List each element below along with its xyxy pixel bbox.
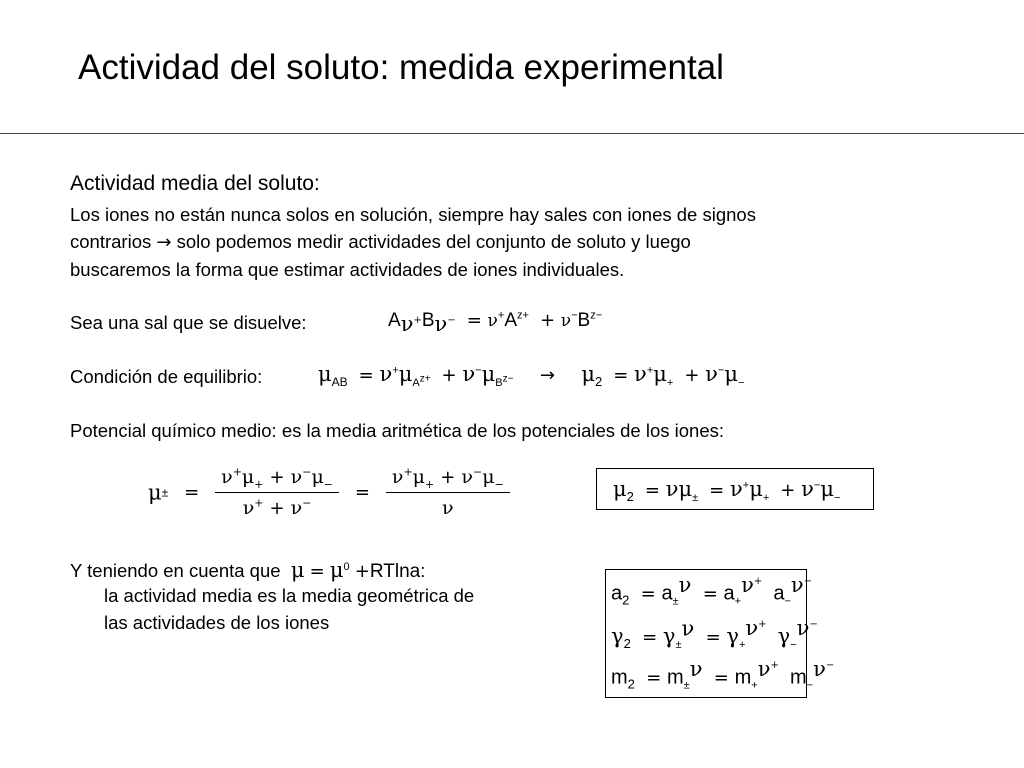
page-title: Actividad del soluto: medida experimental [78, 48, 724, 87]
activity-intro-colon: : [420, 560, 426, 581]
mean-potential-box [596, 468, 874, 510]
equilibrium-label: Condición de equilibrio: [70, 366, 263, 387]
intro-line-2 [70, 228, 950, 256]
activity-equation: $a_2 = a_\pm^\nu = a_+^{\nu^+}$ $a_-^{\nu^-}$ [611, 573, 813, 608]
implies-arrow-icon: → [539, 365, 555, 386]
right-arrow-icon: → [156, 232, 172, 253]
intro-line-3: buscaremos la forma que estimar actividades de iones individuales. [70, 259, 625, 280]
activity-intro: Y teniendo en cuenta que $\mu = \mu^0 +RTlna$: [70, 558, 426, 582]
title-divider [0, 133, 1024, 134]
activity-coefficient-equation: $\gamma_2 = \gamma_\pm^\nu = \gamma_+^{\nu^+}$ $\gamma_-^{\nu^-}$ [611, 616, 818, 651]
salt-label: Sea una sal que se disuelve: [70, 312, 307, 333]
molality-equation: $m_2 = m_\pm^\nu = m_+^{\nu^+}$ $m_-^{\nu^-}$ [611, 657, 835, 692]
intro-line-2-start: contrarios [70, 231, 152, 252]
intro-line-2-end: solo podemos medir actividades del conjunto de soluto y luego [176, 231, 691, 252]
mean-potential-equation: μ± = $\frac{\nu^+\mu_+ + \nu^-\mu_-}{\nu^+ + \nu^-}$ = $\frac{\nu^+\mu_+ + \nu^-\mu_-}{\nu}$ [148, 466, 510, 519]
mean-potential-boxed-equation: $\mu_2 = \nu\mu_\pm = \nu^+\mu_+ + \nu^-\mu_-$ [613, 477, 841, 504]
mean-potential-label: Potencial químico medio: es la media aritmética de los potenciales de los iones: [70, 420, 725, 441]
geometric-mean-line-2: las actividades de los iones [104, 612, 330, 633]
section-heading: Actividad media del soluto: [70, 172, 320, 195]
intro-paragraph [70, 201, 950, 283]
activity-intro-text: Y teniendo en cuenta que [70, 560, 281, 581]
equilibrium-equation: $\mu_{AB} = \nu^+\mu_{A^{z+}} + \nu^-\mu_{B^{z-}}$ → $\mu_2 = \nu^+\mu_+ + \nu^-\mu_-$ [318, 362, 745, 389]
intro-line-1: Los iones no están nunca solos en solución, siempre hay sales con iones de signos [70, 204, 756, 225]
rtlna-term: RTlna [369, 561, 421, 582]
geometric-mean-box [605, 569, 835, 698]
geometric-mean-line-1: la actividad media es la media geométrica de [104, 585, 475, 606]
dissolution-equation: $A_{\nu^+}B_{\nu^-} = \nu^+A^{z+} + \nu^-B^{z-}$ [388, 309, 603, 336]
